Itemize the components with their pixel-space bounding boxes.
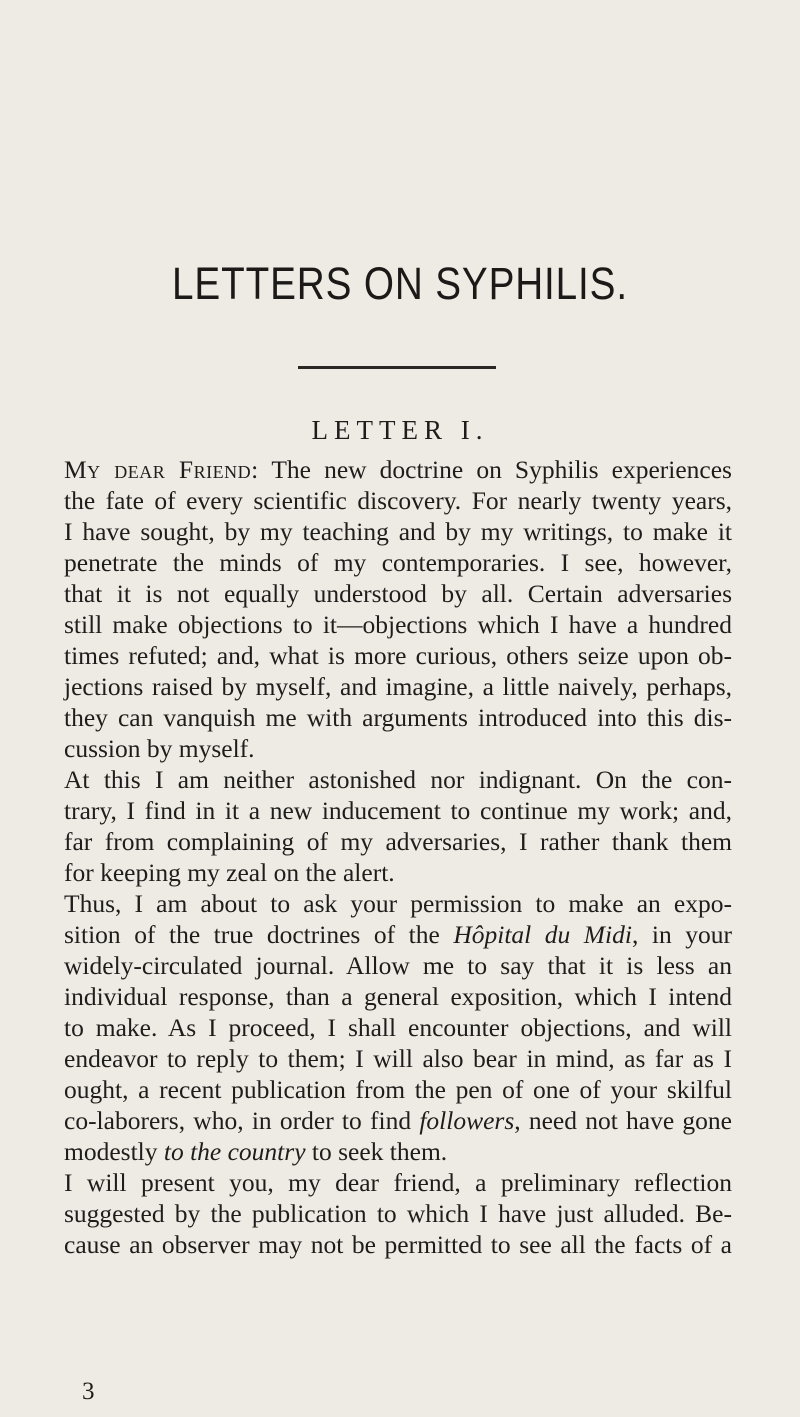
text-line: My dear Friend: The new doctrine on Syphilis experiences [64, 455, 732, 484]
text-line: that it is not equally understood by all. Certain adversaries [64, 579, 732, 608]
text-line: individual response, than a general exposition, which I intend [64, 982, 732, 1011]
paragraph-start-line: Thus, I am about to ask your permission to make an expo- [64, 889, 732, 918]
text-line: times refuted; and, what is more curious, others seize upon ob- [64, 641, 732, 670]
text-line: ought, a recent publication from the pen of one of your skilful [64, 1075, 732, 1104]
italic-text: Hôpital du Midi [453, 920, 632, 949]
letter-body [64, 454, 732, 1260]
text-line: to make. As I proceed, I shall encounter objections, and will [64, 1013, 732, 1042]
letter-heading: LETTER I. [311, 415, 489, 445]
text-line: the fate of every scientific discovery. For nearly twenty years, [64, 486, 732, 515]
paragraph-start-line: I will present you, my dear friend, a preliminary reflection [64, 1168, 732, 1197]
text-line: far from complaining of my adversaries, I rather thank them [64, 827, 732, 856]
text-line: trary, I find in it a new inducement to continue my work; and, [64, 796, 732, 825]
page-number: 3 [82, 1378, 95, 1405]
text-line: modestly to the country to seek them. [64, 1137, 448, 1166]
text-line: penetrate the minds of my contemporaries. I see, however, [64, 548, 732, 577]
text-line: they can vanquish me with arguments introduced into this dis- [64, 703, 732, 732]
text-line: I have sought, by my teaching and by my writings, to make it [64, 517, 732, 546]
text-line: for keeping my zeal on the alert. [64, 858, 395, 887]
page-title: LETTERS ON SYPHILIS. [172, 258, 628, 309]
text-line: sition of the true doctrines of the Hôpital du Midi, in your [64, 920, 732, 949]
italic-text: followers [419, 1106, 515, 1135]
text-line: widely-circulated journal. Allow me to say that it is less an [64, 951, 732, 980]
text-line: cussion by myself. [64, 734, 255, 763]
text-line: cause an observer may not be permitted to see all the facts of a [64, 1230, 732, 1259]
text-line: still make objections to it—objections which I have a hundred [64, 610, 732, 639]
text-line: endeavor to reply to them; I will also bear in mind, as far as I [64, 1044, 732, 1073]
text-line: suggested by the publication to which I have just alluded. Be- [64, 1199, 732, 1228]
salutation: My dear Friend: [64, 455, 259, 484]
title-rule-divider [298, 366, 496, 369]
paragraph-start-line: At this I am neither astonished nor indignant. On the con- [64, 765, 732, 794]
text-line: co-laborers, who, in order to find followers, need not have gone [64, 1106, 732, 1135]
text-line: jections raised by myself, and imagine, a little naively, perhaps, [64, 672, 732, 701]
italic-text: to the country [163, 1137, 306, 1166]
